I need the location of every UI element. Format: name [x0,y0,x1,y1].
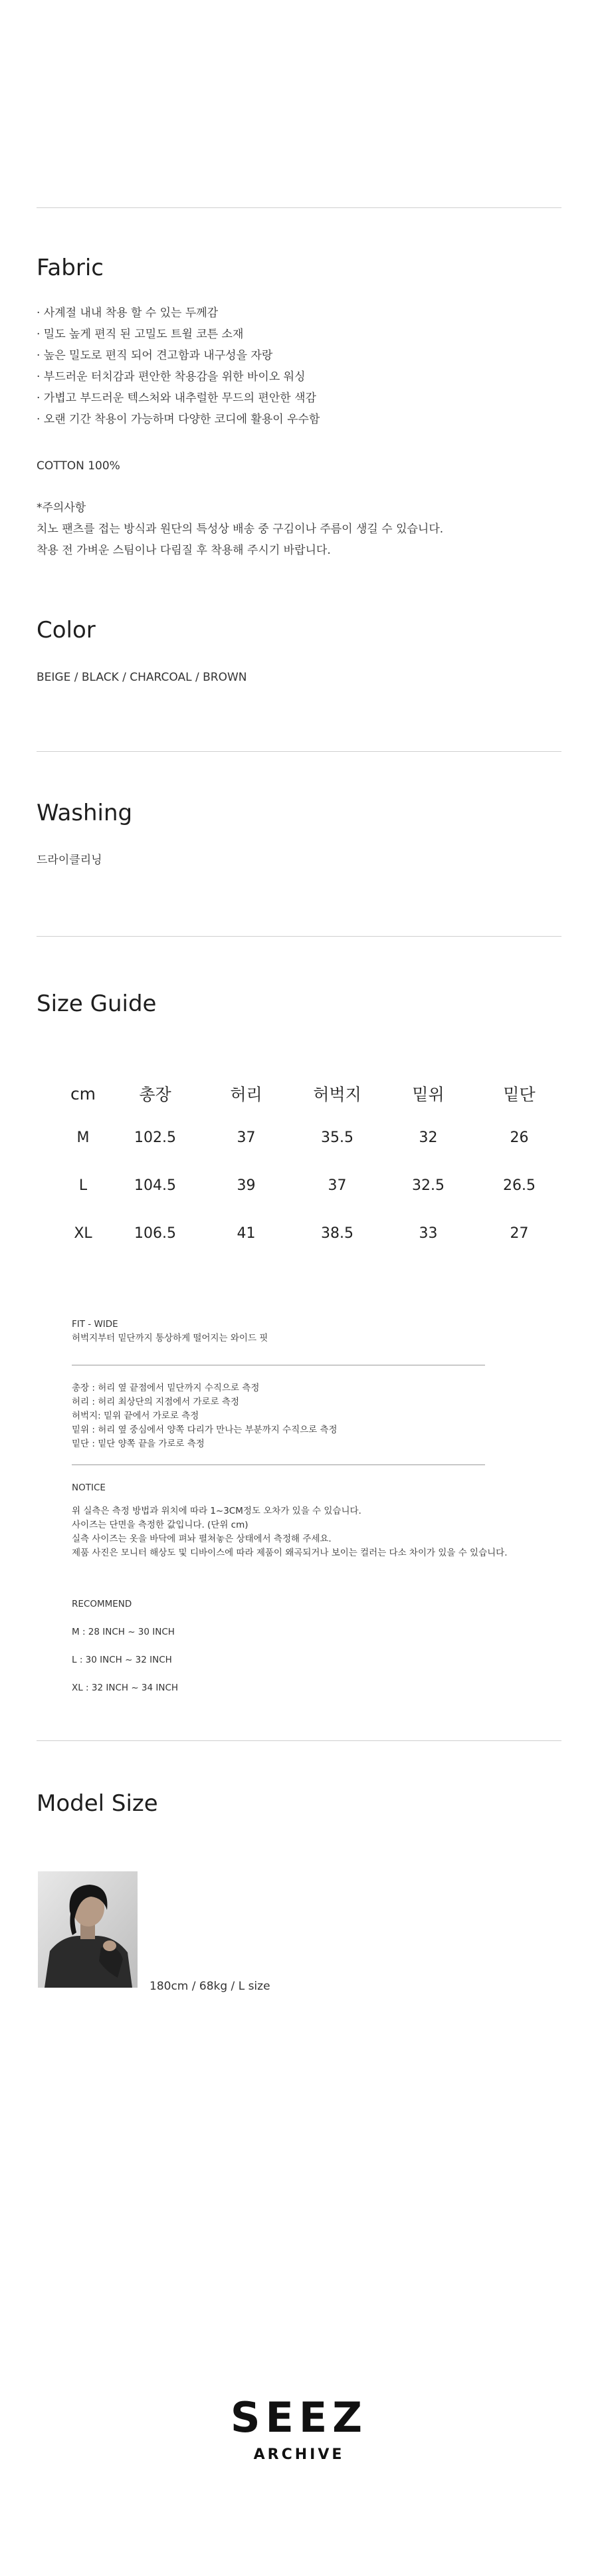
table-cell: 41 [237,1225,256,1242]
fabric-notice-line: 착용 전 가벼운 스팀이나 다림질 후 착용해 주시기 바랍니다. [37,544,331,557]
model-size-title: Model Size [37,1790,158,1817]
size-guide-title: Size Guide [37,991,157,1017]
size-notice-title: NOTICE [72,1482,106,1493]
recommend [72,1590,178,1702]
table-cell: 39 [237,1177,256,1194]
washing-title: Washing [37,800,133,826]
recommend-title: RECOMMEND [72,1599,132,1609]
measure-guide [72,1381,338,1451]
divider [37,207,561,208]
size-notice [72,1481,508,1560]
table-cell: L [78,1177,88,1194]
fabric-notice-line: 치노 팬츠를 접는 방식과 원단의 특성상 배송 중 구김이나 주름이 생길 수 있습니다. [37,523,444,536]
fabric-bullets [37,302,320,430]
color-title: Color [37,617,96,644]
table-cell: 33 [419,1225,438,1242]
divider [72,1464,485,1465]
fabric-title: Fabric [37,255,104,281]
fabric-bullet: · 밀도 높게 편직 된 고밀도 트윌 코튼 소재 [37,328,244,341]
fabric-bullet: · 사계절 내내 착용 할 수 있는 두께감 [37,306,219,320]
fit-info [72,1318,268,1346]
table-row [56,1209,565,1257]
size-table-header: 밑단 [503,1085,536,1104]
fabric-bullet: · 부드러운 터치감과 편안한 착용감을 위한 바이오 워싱 [37,370,306,384]
divider [37,936,561,937]
fabric-bullet: · 가볍고 부드러운 텍스처와 내추럴한 무드의 편안한 색감 [37,392,316,405]
brand-logo-sub: ARCHIVE [253,2446,345,2463]
fit-description: 허벅지부터 밑단까지 통상하게 떨어지는 와이드 핏 [72,1333,268,1344]
table-cell: 32.5 [412,1177,445,1194]
fabric-notice [37,497,443,561]
fabric-notice-title: *주의사항 [37,501,86,515]
color-value: BEIGE / BLACK / CHARCOAL / BROWN [37,671,247,684]
table-row [56,1161,565,1209]
fabric-bullet: · 오랜 기간 착용이 가능하며 다양한 코디에 활용이 우수함 [37,413,320,426]
table-cell: 32 [419,1129,438,1146]
size-table-header: 밑위 [412,1085,445,1104]
model-photo-image [38,1871,138,1988]
size-notice-line: 위 실측은 측정 방법과 위치에 따라 1~3CM정도 오차가 있을 수 있습니다. [72,1506,361,1516]
recommend-item: XL : 32 INCH ~ 34 INCH [72,1683,179,1693]
table-cell: 38.5 [321,1225,353,1242]
table-cell: 27 [510,1225,529,1242]
size-table-header: 허벅지 [313,1085,361,1104]
table-row [56,1113,565,1161]
table-cell: 37 [328,1177,347,1194]
size-table [56,1074,565,1257]
fabric-bullet: · 높은 밀도로 편직 되어 견고함과 내구성을 자랑 [37,349,273,362]
measure-line: 밑위 : 허리 옆 중심에서 양쪽 다리가 만나는 부분까지 수직으로 측정 [72,1425,338,1435]
size-table-header: cm [70,1084,96,1104]
size-notice-line: 제품 사진은 모니터 해상도 및 디바이스에 따라 제품이 왜곡되거나 보이는 컬러는 다소 차이가 있을 수 있습니다. [72,1548,508,1558]
measure-line: 총장 : 허리 옆 끝점에서 밑단까지 수직으로 측정 [72,1383,260,1393]
size-notice-line: 실측 사이즈는 옷을 바닥에 펴놔 펼쳐놓은 상태에서 측정해 주세요. [72,1534,332,1544]
table-cell: 26.5 [503,1177,536,1194]
divider [37,1740,561,1741]
size-table-header: 총장 [139,1085,171,1104]
size-table-header: 허리 [230,1085,262,1104]
fit-title: FIT - WIDE [72,1319,118,1330]
table-cell: M [76,1129,90,1146]
measure-line: 허벅지: 밑위 끝에서 가로로 측정 [72,1411,199,1421]
table-cell: 102.5 [134,1129,176,1146]
table-cell: 37 [237,1129,256,1146]
table-cell: 26 [510,1129,529,1146]
divider [37,751,561,752]
model-photo [38,1871,138,1988]
model-size-info: 180cm / 68kg / L size [150,1980,270,1993]
table-cell: 104.5 [134,1177,176,1194]
recommend-item: M : 28 INCH ~ 30 INCH [72,1627,175,1637]
measure-line: 밑단 : 밑단 양쪽 끝을 가로로 측정 [72,1439,205,1449]
measure-line: 허리 : 허리 최상단의 지점에서 가로로 측정 [72,1397,239,1407]
fabric-composition: COTTON 100% [37,459,120,473]
recommend-item: L : 30 INCH ~ 32 INCH [72,1655,172,1665]
table-cell: 35.5 [321,1129,353,1146]
size-table-header-row [56,1074,565,1113]
washing-value: 드라이클리닝 [37,854,102,867]
table-cell: 106.5 [134,1225,176,1242]
table-cell: XL [74,1225,92,1242]
size-notice-line: 사이즈는 단면을 측정한 값입니다. (단위 cm) [72,1520,249,1530]
brand-logo: SEEZ [230,2393,368,2442]
